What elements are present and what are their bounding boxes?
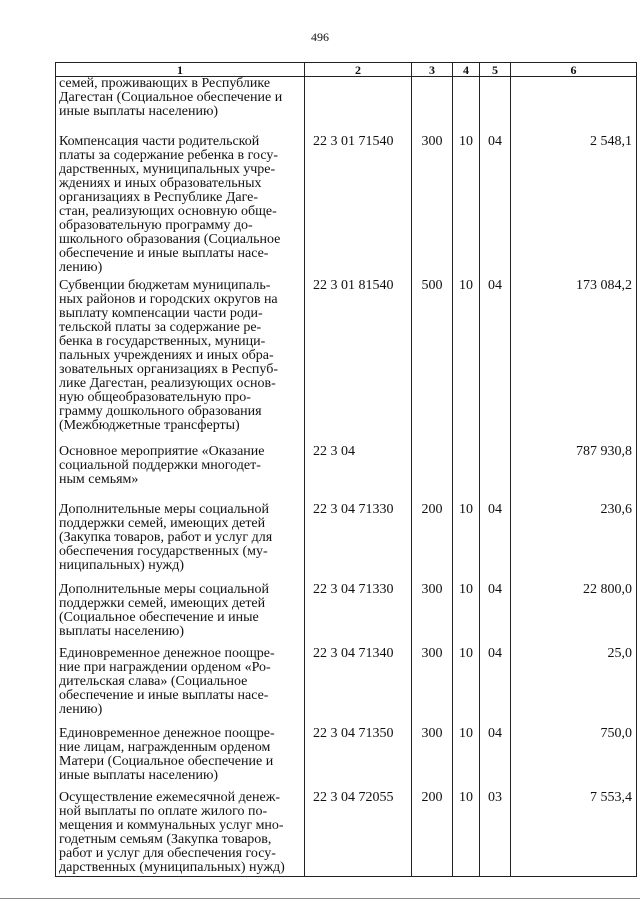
row-code: 22 3 04 71330 <box>305 579 412 643</box>
row-column-5 <box>480 77 511 131</box>
row-name-line: тельской платы за содержание ре- <box>59 319 262 335</box>
table-row <box>56 275 637 441</box>
row-name-line: обеспечение и иные выплаты насе- <box>59 687 269 703</box>
row-name-line: Единовременное денежное поощре- <box>59 645 275 661</box>
row-column-5: 04 <box>480 131 511 275</box>
row-code: 22 3 04 71330 <box>305 499 412 579</box>
row-amount: 22 800,0 <box>511 579 637 643</box>
row-name-line: пальных учреждениях и иных обра- <box>59 347 274 363</box>
row-column-4: 10 <box>453 275 480 441</box>
row-amount <box>511 77 637 131</box>
row-name-line: поддержки семей, имеющих детей <box>59 515 266 531</box>
row-column-3: 200 <box>412 787 453 877</box>
row-code: 22 3 04 <box>305 441 412 499</box>
row-name-line: (Социальное обеспечение и иные <box>59 609 259 625</box>
row-name-line: выплаты населению) <box>59 623 184 639</box>
row-name <box>56 723 305 787</box>
row-amount: 7 553,4 <box>511 787 637 877</box>
row-name-line: Осуществление ежемесячной денеж- <box>59 789 281 805</box>
row-name-line: платы за содержание ребенка в госу- <box>59 147 279 163</box>
row-name-line: организациях в Республике Даге- <box>59 189 259 205</box>
row-name <box>56 787 305 877</box>
row-name-line: обеспечения государственных (му- <box>59 543 268 559</box>
row-name-line: зовательных организациях в Респуб- <box>59 361 279 377</box>
row-name-line: лению) <box>59 701 103 717</box>
row-code: 22 3 04 71350 <box>305 723 412 787</box>
row-name-line: школьного образования (Социальное <box>59 231 281 247</box>
row-column-3: 200 <box>412 499 453 579</box>
row-name <box>56 499 305 579</box>
row-name-line: Компенсация части родительской <box>59 133 260 149</box>
row-amount: 173 084,2 <box>511 275 637 441</box>
row-name-line: иные выплаты населению) <box>59 104 219 119</box>
row-name-line: грамму дошкольного образования <box>59 403 262 419</box>
row-name <box>56 579 305 643</box>
table-row <box>56 499 637 579</box>
row-code: 22 3 04 72055 <box>305 787 412 877</box>
row-name-line: обеспечение и иные выплаты насе- <box>59 245 269 261</box>
row-amount: 787 930,8 <box>511 441 637 499</box>
row-code <box>305 77 412 131</box>
row-column-4: 10 <box>453 723 480 787</box>
column-header-1: 1 <box>56 63 305 77</box>
row-name-line: семей, проживающих в Республике <box>59 76 271 91</box>
row-name-line: ние лицам, награжденным орденом <box>59 739 271 755</box>
page-number: 496 <box>311 30 329 44</box>
row-column-3: 300 <box>412 131 453 275</box>
row-column-4: 10 <box>453 131 480 275</box>
table-row <box>56 643 637 723</box>
row-name-line: социальной поддержки многодет- <box>59 457 261 473</box>
row-name-line: выплату компенсации части роди- <box>59 305 263 321</box>
row-name-line: Основное мероприятие «Оказание <box>59 443 265 459</box>
row-name-line: работ и услуг для обеспечения госу- <box>59 845 276 861</box>
row-amount: 2 548,1 <box>511 131 637 275</box>
row-name-line: ждениях и иных образовательных <box>59 175 262 191</box>
row-name-line: образовательную программу до- <box>59 217 253 233</box>
row-name-line: дительская слава» (Социальное <box>59 673 248 689</box>
row-column-3 <box>412 77 453 131</box>
row-column-5: 04 <box>480 723 511 787</box>
row-name-line: ную общеобразовательную про- <box>59 389 251 405</box>
row-column-3: 500 <box>412 275 453 441</box>
row-column-4: 10 <box>453 499 480 579</box>
row-column-5: 04 <box>480 579 511 643</box>
row-column-4: 10 <box>453 787 480 877</box>
row-name-line: Дагестан (Социальное обеспечение и <box>59 90 283 105</box>
row-name-line: бенка в государственных, муници- <box>59 333 266 349</box>
row-name-line: ной выплаты по оплате жилого по- <box>59 803 268 819</box>
row-name-line: поддержки семей, имеющих детей <box>59 595 266 611</box>
table-row <box>56 441 637 499</box>
row-name-line: (Межбюджетные трансферты) <box>59 417 240 433</box>
row-name <box>56 77 305 131</box>
budget-table <box>55 62 637 877</box>
row-column-5: 03 <box>480 787 511 877</box>
row-column-4: 10 <box>453 579 480 643</box>
row-name-line: мещения и коммунальных услуг мно- <box>59 817 284 833</box>
row-column-4 <box>453 441 480 499</box>
column-header-6: 6 <box>511 63 637 77</box>
row-name-line: ным семьям» <box>59 471 139 487</box>
column-header-5: 5 <box>480 63 511 77</box>
row-name-line: иные выплаты населению) <box>59 767 219 783</box>
row-name-line: дарственных (муниципальных) нужд) <box>59 859 285 875</box>
column-header-4: 4 <box>453 63 480 77</box>
row-name-line: ниципальных) нужд) <box>59 557 184 573</box>
row-amount: 25,0 <box>511 643 637 723</box>
table-row <box>56 131 637 275</box>
column-header-3: 3 <box>412 63 453 77</box>
table-row <box>56 77 637 131</box>
row-code: 22 3 01 81540 <box>305 275 412 441</box>
table-row <box>56 579 637 643</box>
table-row <box>56 723 637 787</box>
row-name-line: Дополнительные меры социальной <box>59 581 270 597</box>
row-code: 22 3 01 71540 <box>305 131 412 275</box>
header-row <box>56 63 637 77</box>
row-name-line: стан, реализующих основную обще- <box>59 203 277 219</box>
row-column-3 <box>412 441 453 499</box>
row-name-line: ных районов и городских округов на <box>59 291 278 307</box>
row-column-5: 04 <box>480 643 511 723</box>
row-column-3: 300 <box>412 643 453 723</box>
row-amount: 750,0 <box>511 723 637 787</box>
row-name-line: годетным семьям (Закупка товаров, <box>59 831 272 847</box>
row-column-5: 04 <box>480 499 511 579</box>
row-column-5 <box>480 441 511 499</box>
row-column-3: 300 <box>412 723 453 787</box>
column-header-2: 2 <box>305 63 412 77</box>
row-column-4 <box>453 77 480 131</box>
row-name-line: Единовременное денежное поощре- <box>59 725 275 741</box>
row-name-line: дарственных, муниципальных учре- <box>59 161 276 177</box>
row-column-5: 04 <box>480 275 511 441</box>
row-name-line: лике Дагестан, реализующих основ- <box>59 375 276 391</box>
row-name-line: ние при награждении орденом «Ро- <box>59 659 271 675</box>
row-name-line: Субвенции бюджетам муниципаль- <box>59 277 271 293</box>
row-name <box>56 131 305 275</box>
table-row <box>56 787 637 877</box>
row-column-4: 10 <box>453 643 480 723</box>
row-code: 22 3 04 71340 <box>305 643 412 723</box>
row-name <box>56 275 305 441</box>
row-name-line: Матери (Социальное обеспечение и <box>59 753 274 769</box>
row-name-line: лению) <box>59 259 103 275</box>
bottom-rule <box>0 898 640 899</box>
row-column-3: 300 <box>412 579 453 643</box>
row-name-line: Дополнительные меры социальной <box>59 501 270 517</box>
row-name-line: (Закупка товаров, работ и услуг для <box>59 529 273 545</box>
row-name <box>56 643 305 723</box>
row-name <box>56 441 305 499</box>
row-amount: 230,6 <box>511 499 637 579</box>
